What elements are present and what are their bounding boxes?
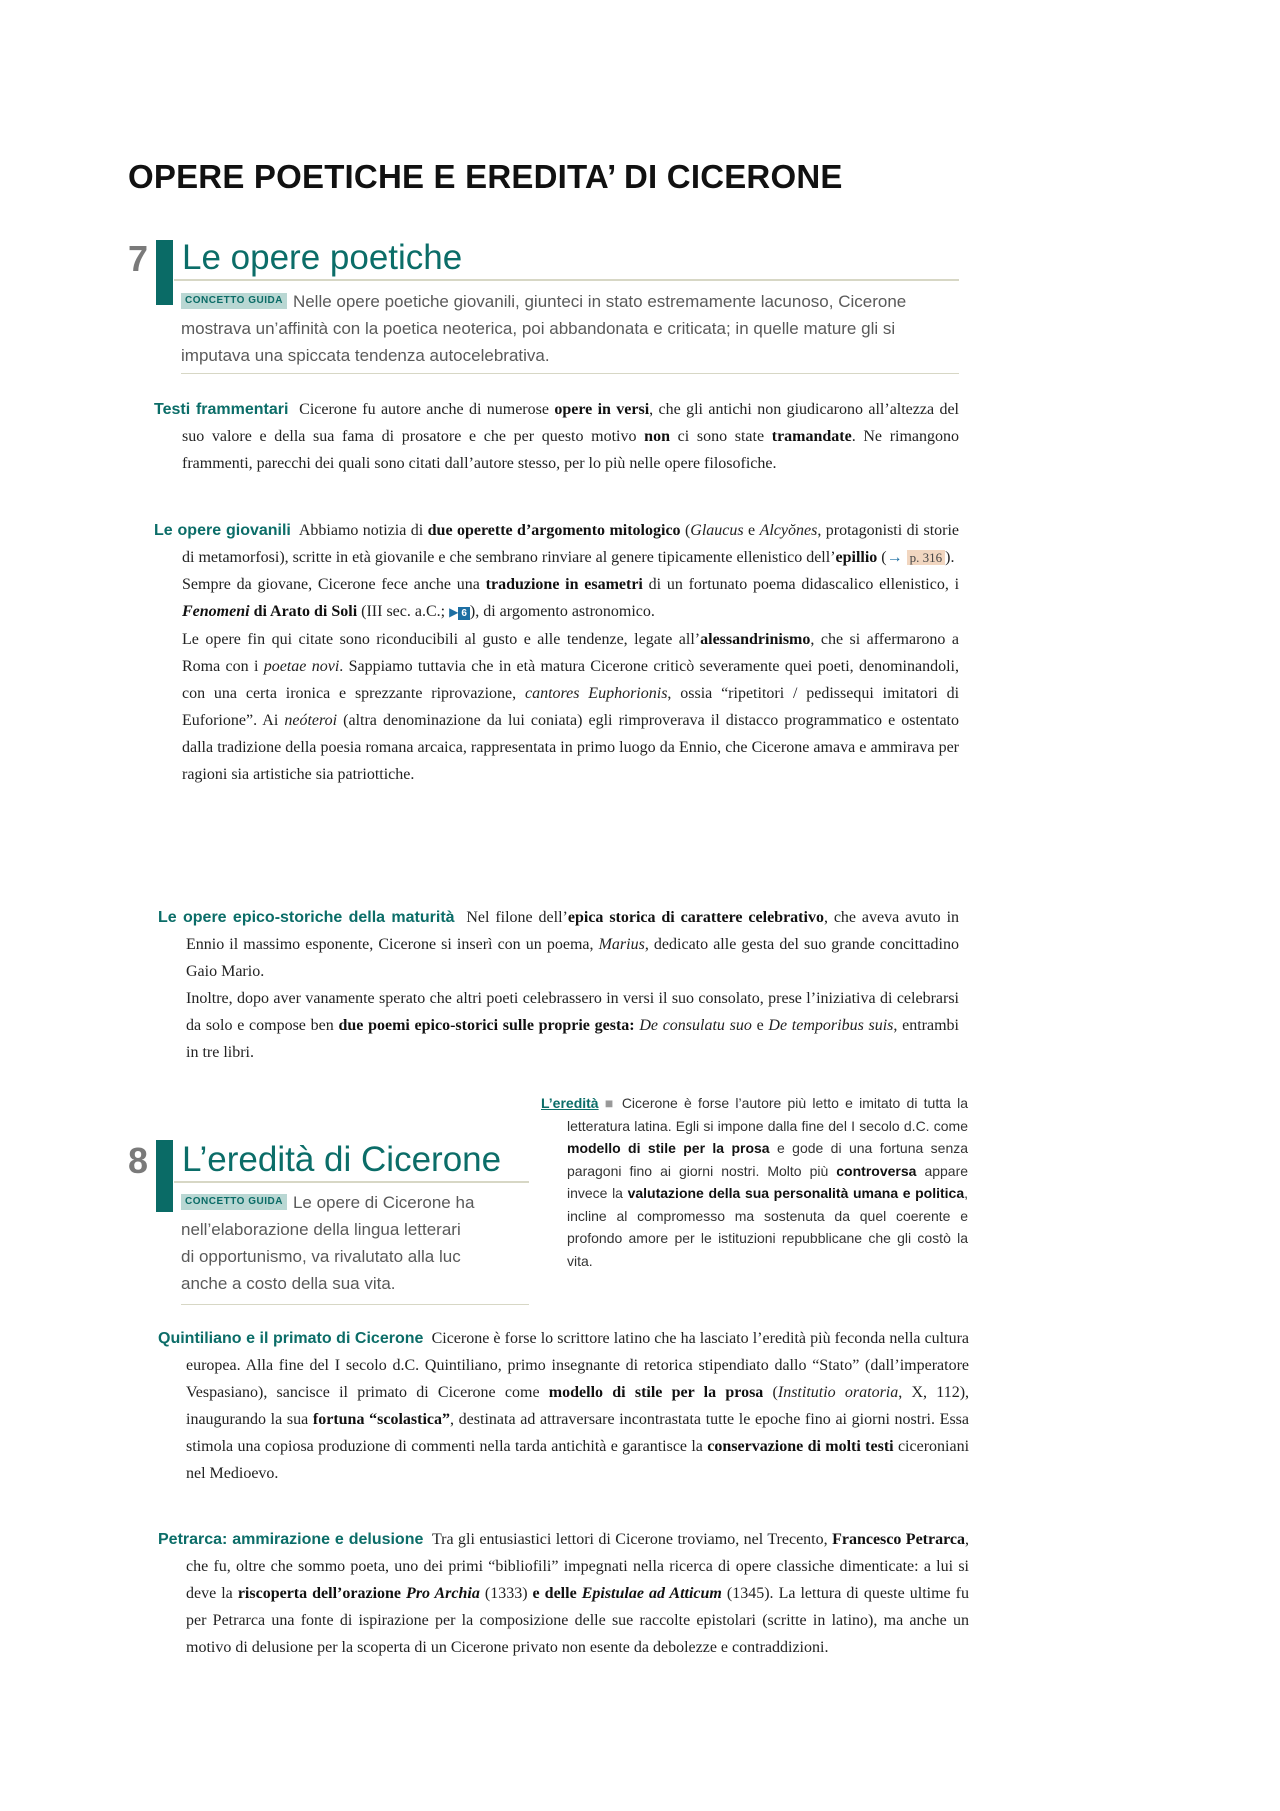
text: . Sappiamo tuttavia che in età matura Cicerone criticò severamente quei poeti, denominandoli, con una certa ironica e sprezzante riprovazione, [182, 658, 959, 702]
text: e [756, 1017, 764, 1034]
bold-text: non [644, 428, 670, 445]
bold-text: conservazione di molti testi [707, 1438, 894, 1455]
section-7-bar [156, 240, 173, 305]
text: (III sec. a.C.; [361, 603, 446, 620]
section-8-guide-line [181, 1189, 529, 1216]
lead-opere-giovanili: Le opere giovanili [154, 522, 291, 539]
sidebar-paragraph [541, 1092, 968, 1272]
text: e gode di una fortuna senza paragoni fino ai giorni nostri. Molto più [567, 1140, 969, 1179]
guide-line-text: Le opere di Cicerone ha [292, 1193, 475, 1212]
text: appare invece la [567, 1162, 969, 1201]
text: , dedicato alle gesta del suo grande concittadino Gaio Mario. [186, 936, 960, 980]
text: Tra gli entusiastici lettori di Cicerone troviamo, nel Trecento, [431, 1531, 828, 1548]
text: ). [945, 549, 955, 566]
text: Cicerone è forse l’autore più letto e imitato di tutta la letteratura latina. Egli si impone dalla fine del I secolo d.C. come [567, 1095, 968, 1134]
section-8-rule [174, 1181, 529, 1183]
section-8-guide [181, 1189, 529, 1297]
text: ( [881, 549, 887, 566]
text: , che si affermarono a Roma con i [182, 631, 959, 675]
bold-italic-text: Fenomeni [182, 603, 250, 620]
lead-testi-frammentari: Testi frammentari [154, 401, 289, 418]
section-8-bar [156, 1140, 173, 1212]
text: , entrambi in tre libri. [186, 1017, 960, 1061]
text: , incline al compromesso ma sostenuta da quel coerente e profondo amore per le istituzioni repubblicane che gli costò la vita. [567, 1185, 968, 1269]
arrow-right-icon: → [886, 549, 903, 566]
triangle-right-icon: ▶ [449, 605, 459, 619]
italic-text: Glaucus [690, 522, 744, 539]
text: , X, 112), inaugurando la sua [186, 1384, 970, 1428]
paragraph-quintiliano [158, 1325, 969, 1487]
concetto-guida-tag: CONCETTO GUIDA [181, 1194, 287, 1210]
text: . Ne rimangono frammenti, parecchi dei quali sono citati dall’autore stesso, per lo più nelle opere filosofiche. [182, 428, 960, 472]
section-7-guide-rule [181, 373, 959, 374]
text: e [748, 522, 756, 539]
bold-text: tramandate [771, 428, 852, 445]
text: ( [772, 1384, 778, 1401]
bold-text: due operette d’argomento mitologico [427, 522, 681, 539]
italic-text: Institutio oratoria [777, 1384, 899, 1401]
block-petrarca [158, 1526, 969, 1661]
italic-text: cantores Euphorionis [524, 685, 668, 702]
concetto-guida-tag: CONCETTO GUIDA [181, 293, 287, 309]
italic-text: Alcyŏnes [759, 522, 818, 539]
text: Cicerone fu autore anche di numerose [299, 401, 549, 418]
paragraph-alessandrinismo [154, 626, 959, 788]
text: , che gli antichi non giudicarono all’altezza del suo valore e della sua fama di prosatore e che per questo motivo [182, 401, 959, 445]
page-title: OPERE POETICHE E EREDITA’ DI CICERONE [128, 158, 843, 195]
text: (1345). La lettura di queste ultime fu per Petrarca una fonte di ispirazione per la composizione delle sue raccolte epistolari (scritte in latino), ma anche un motivo di delusione per la scoperta di un Cicerone privato non esente da debolezze e contraddizioni. [186, 1585, 970, 1656]
text: Sempre da giovane, Cicerone fece anche una [182, 576, 480, 593]
bold-text: epica storica di carattere celebrativo [567, 909, 824, 926]
bold-text: di Arato di Soli [253, 603, 358, 620]
bold-italic-text: Epistulae ad Atticum [581, 1585, 722, 1602]
bullet-square-icon: ■ [604, 1095, 616, 1111]
text: ci sono state [677, 428, 765, 445]
text: Inoltre, dopo aver vanamente sperato che altri poeti celebrassero in versi il suo consolato, prese l’iniziativa di celebrarsi da solo e compose ben [186, 990, 959, 1034]
text: ciceroniani nel Medioevo. [186, 1438, 970, 1482]
text: (1333) [484, 1585, 528, 1602]
section-7-rule [174, 279, 959, 281]
italic-text: De consulatu suo [639, 1017, 752, 1034]
block-opere-giovanili [154, 517, 959, 788]
section-7-guide [181, 288, 951, 369]
bold-text: alessandrinismo [700, 631, 811, 648]
bold-text: e delle [532, 1585, 577, 1602]
bold-italic-text: Pro Archia [406, 1585, 480, 1602]
section-8-guide-rule [181, 1304, 529, 1305]
block-quintiliano [158, 1325, 969, 1487]
lead-petrarca: Petrarca: ammirazione e delusione [158, 1531, 424, 1548]
bold-text: modello di stile per la prosa [567, 1140, 770, 1156]
section-8-heading: L’eredità di Cicerone [182, 1140, 502, 1179]
block-opere-epico-storiche [158, 904, 959, 1066]
text: , che fu, oltre che sommo poeta, uno dei primi “bibliofili” impegnati nella ricerca di opere classiche dimenticate: a lui si deve la [186, 1531, 970, 1602]
paragraph-traduzione [154, 571, 959, 626]
paragraph-inoltre [158, 985, 959, 1066]
text: , destinata ad attraversare incontrastata tutte le epoche fino ai giorni nostri. Essa stimola una copiosa produzione di commenti nella tarda antichità e garantisce la [186, 1411, 970, 1455]
text: , ossia “ripetitori / pedissequi imitatori di Euforione”. Ai [182, 685, 960, 729]
lead-quintiliano: Quintiliano e il primato di Cicerone [158, 1330, 424, 1347]
bold-text: Francesco Petrarca [832, 1531, 966, 1548]
text: , protagonisti di storie di metamorfosi), scritte in età giovanile e che sembrano rinviare al genere tipicamente ellenistico dell’ [182, 522, 960, 566]
bold-text: opere in versi [554, 401, 650, 418]
text: Cicerone è forse lo scrittore latino che ha lasciato l’eredità più feconda nella cultura europea. Alla fine del I secolo d.C. Quintiliano, primo insegnante di retorica stipendiato dallo “Stato” (dall’imperatore Vespasiano), sancisce il primato di Cicerone come [186, 1330, 969, 1401]
paragraph-epico-storiche [158, 904, 959, 985]
paragraph-opere-giovanili [154, 517, 959, 571]
block-testi-frammentari [154, 396, 959, 477]
italic-text: Marius [598, 936, 645, 953]
bold-text: riscoperta dell’orazione [237, 1585, 402, 1602]
sidebar-eredita [541, 1092, 968, 1272]
section-badge-link[interactable]: 6 [458, 607, 470, 620]
paragraph-petrarca [158, 1526, 969, 1661]
section-8-guide-line: anche a costo della sua vita. [181, 1274, 396, 1293]
bold-text: controversa [836, 1162, 917, 1179]
lead-epico-storiche: Le opere epico-storiche della maturità [158, 909, 455, 926]
text: Abbiamo notizia di [298, 522, 424, 539]
text: di un fortunato poema didascalico ellenistico, i [648, 576, 960, 593]
text: Nel filone dell’ [466, 909, 568, 926]
text: Le opere fin qui citate sono riconducibili al gusto e alle tendenze, legate all’ [182, 631, 701, 648]
italic-text: De temporibus suis [768, 1017, 894, 1034]
page-reference-link[interactable]: p. 316 [907, 550, 946, 565]
section-8-guide-line: nell’elaborazione della lingua letterari [181, 1220, 461, 1239]
section-8-guide-line: di opportunismo, va rivalutato alla luc [181, 1247, 461, 1266]
paragraph-testi-frammentari [154, 396, 959, 477]
sidebar-lead: L’eredità [541, 1095, 599, 1111]
section-8-number: 8 [128, 1140, 149, 1181]
text: ), di argomento astronomico. [469, 603, 655, 620]
section-7-guide-text: Nelle opere poetiche giovanili, giunteci in stato estremamente lacunoso, Cicerone mostrava un’affinità con la poetica neoterica, poi abbandonata e criticata; in quelle mature gli si imputava una spiccata tendenza autocelebrativa. [181, 292, 907, 365]
bold-text: valutazione della sua personalità umana e politica [627, 1185, 965, 1201]
text: , che aveva avuto in Ennio il massimo esponente, Cicerone si inserì con un poema, [186, 909, 960, 953]
bold-text: fortuna “scolastica” [312, 1411, 450, 1428]
bold-text: traduzione in esametri [485, 576, 643, 593]
section-7-heading: Le opere poetiche [182, 238, 463, 277]
bold-text: modello di stile per la prosa [548, 1384, 764, 1401]
bold-text: epillio [835, 549, 878, 566]
italic-text: poetae novi [263, 658, 340, 675]
text: ( [684, 522, 691, 539]
text: (altra denominazione da lui coniata) egli rimproverava il distacco programmatico e ostentato dalla tradizione della poesia romana arcaica, rappresentata in primo luogo da Ennio, che Cicerone amava e ammirava per ragioni sia artistiche sia patriottiche. [182, 712, 960, 783]
bold-text: due poemi epico-storici sulle proprie gesta: [338, 1017, 635, 1034]
italic-text: neóteroi [284, 712, 338, 729]
section-7-number: 7 [128, 238, 149, 279]
